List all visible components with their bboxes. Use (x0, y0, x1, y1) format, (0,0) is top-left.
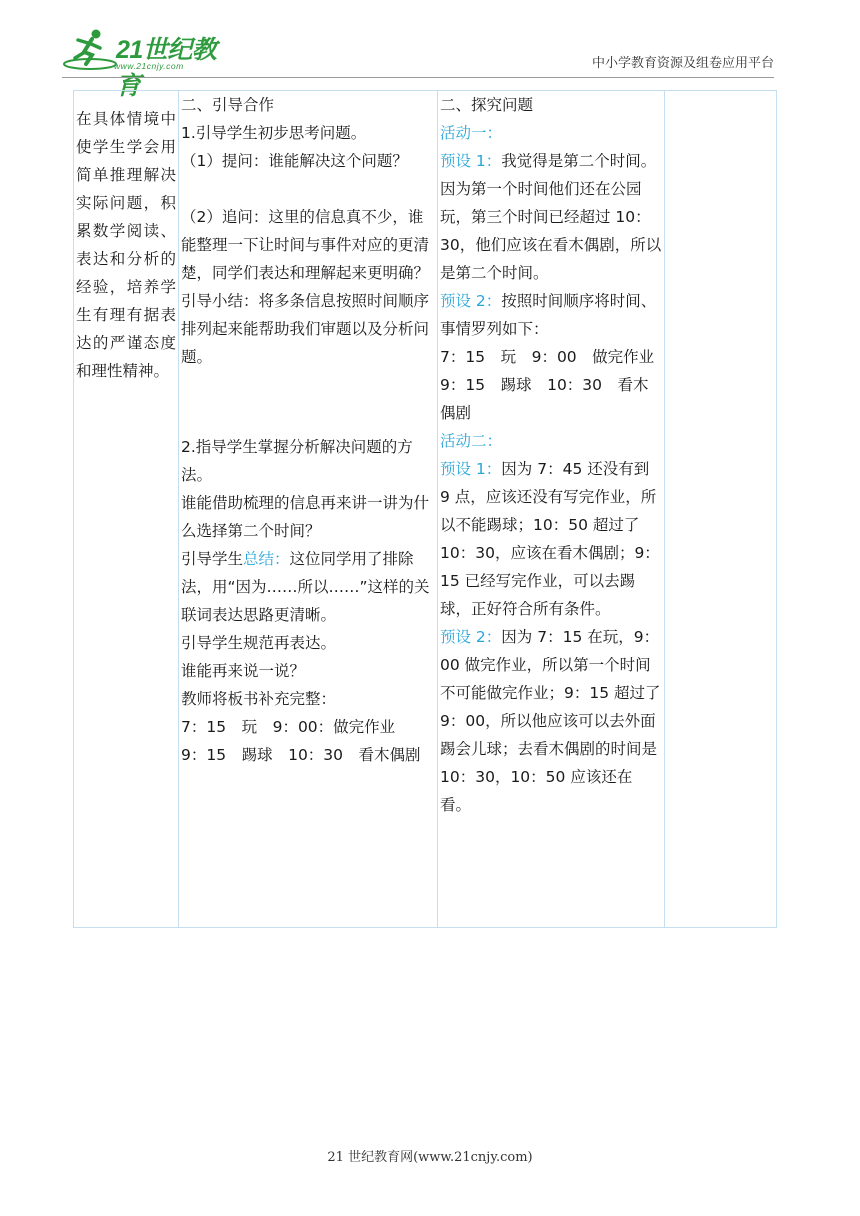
paragraph: 1.引导学生初步思考问题。 (181, 124, 367, 142)
logo-url: www.21cnjy.com (114, 61, 184, 71)
teacher-activity-cell (179, 91, 438, 928)
paragraph (440, 455, 662, 623)
logo-text: 21世纪教育 (116, 36, 217, 100)
goal-cell: 在具体情境中使学生学会用简单推理解决实际问题，积累数学阅读、表达和分析的经验，培养学生有理有据表达的严谨态度和理性精神。 (74, 91, 179, 928)
highlight-text: 总结： (243, 550, 290, 568)
text-run: 这位同学用了排除法，用“因为……所以……”这样的关联词表达思路更清晰。 (181, 550, 430, 624)
paragraph: 谁能再来说一说？ (181, 662, 306, 680)
platform-title: 中小学教育资源及组卷应用平台 (591, 56, 774, 71)
text-run: 我觉得是第二个时间。因为第一个时间他们还在公园玩，第三个时间已经超过 10：30，他们应该在看木偶剧，所以是第二个时间。 (440, 152, 662, 282)
header-divider (62, 77, 774, 78)
preset-label: 预设 2： (440, 628, 502, 646)
paragraph: 教师将板书补充完整： (181, 690, 337, 708)
page-header (62, 28, 774, 100)
text-run: 因为 7：15 在玩，9：00 做完作业，所以第一个时间不可能做完作业；9：15 超过了 9：00，所以他应该可以去外面踢会儿球；去看木偶剧的时间是 10：30，10：50 应该还在看。 (440, 628, 661, 814)
text-run: 因为 7：45 还没有到 9 点，应该还没有写完作业，所以不能踢球；10：50 超过了 10：30，应该在看木偶剧；9：15 已经写完作业，可以去踢球，正好符合所有条件。 (440, 460, 660, 618)
runner-logo-icon (62, 28, 118, 74)
section-title: 二、引导合作 (181, 96, 275, 114)
notes-cell (665, 91, 777, 928)
spacer (181, 371, 435, 433)
paragraph (181, 545, 435, 629)
paragraph: 9：15 踢球 10：30 看木偶剧 (181, 746, 421, 764)
paragraph (440, 147, 662, 287)
paragraph: 引导小结：将多条信息按照时间顺序排列起来能帮助我们审题以及分析问题。 (181, 292, 430, 366)
preset-label: 预设 1： (440, 152, 502, 170)
paragraph: 引导学生规范再表达。 (181, 634, 337, 652)
paragraph: 9：15 踢球 10：30 看木偶剧 (440, 376, 649, 422)
paragraph: 2.指导学生掌握分析解决问题的方法。 (181, 438, 413, 484)
paragraph: 谁能借助梳理的信息再来讲一讲为什么选择第二个时间？ (181, 494, 430, 540)
spacer (181, 175, 435, 203)
page-footer: 21 世纪教育网(www.21cnjy.com) (327, 1150, 533, 1165)
paragraph: 7：15 玩 9：00：做完作业 (181, 718, 396, 736)
paragraph (440, 623, 662, 819)
section-title: 二、探究问题 (440, 96, 534, 114)
paragraph: 7：15 玩 9：00 做完作业 (440, 348, 655, 366)
paragraph: （2）追问：这里的信息真不少，谁能整理一下让时间与事件对应的更清楚，同学们表达和理解起来更明确？ (181, 208, 430, 282)
lesson-table (73, 90, 777, 928)
student-activity-cell (438, 91, 665, 928)
logo (62, 28, 232, 100)
paragraph (440, 287, 662, 343)
text-run: 按照时间顺序将时间、事情罗列如下： (440, 292, 657, 338)
table-row (74, 91, 777, 928)
paragraph: （1）提问：谁能解决这个问题？ (181, 152, 408, 170)
preset-label: 预设 1： (440, 460, 502, 478)
activity-heading: 活动一： (440, 124, 503, 142)
text-run: 引导学生 (181, 550, 244, 568)
activity-heading: 活动二： (440, 432, 503, 450)
preset-label: 预设 2： (440, 292, 502, 310)
